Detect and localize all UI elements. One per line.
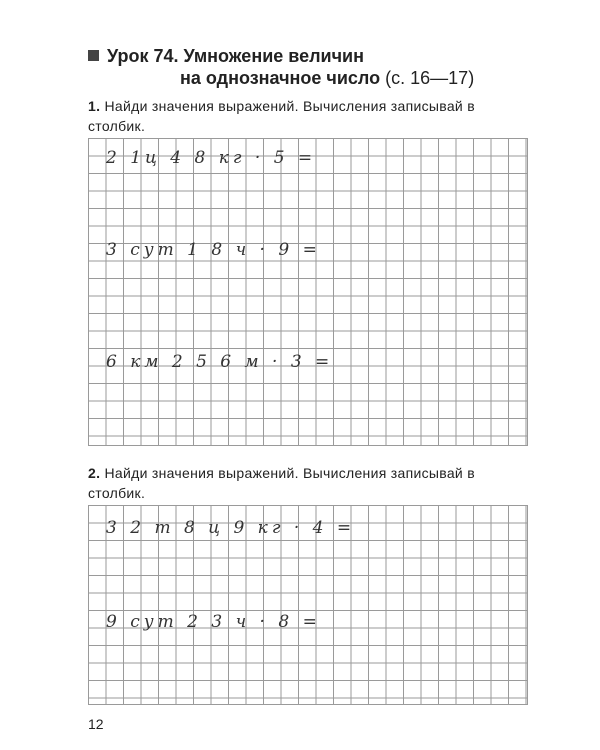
lesson-pages: (с. 16—17) (385, 68, 475, 88)
task-1-text: Найди значения выражений. Вычисления записывай в столбик. (88, 98, 475, 134)
task-1-grid[interactable] (88, 138, 528, 446)
task-1-number: 1. (88, 98, 101, 114)
task-2-expression-2: 9 сут 2 3 ч · 8 = (106, 612, 321, 632)
lesson-subtitle (180, 66, 474, 90)
bullet-square-icon (88, 50, 99, 61)
task-1-expression-1: 2 1ц 4 8 кг · 5 = (106, 148, 317, 168)
task-2-text: Найди значения выражений. Вычисления записывай в столбик. (88, 465, 475, 501)
task-1-expression-2: 3 сут 1 8 ч · 9 = (106, 240, 321, 260)
task-2-instruction (88, 463, 528, 503)
task-2-expression-1: 3 2 т 8 ц 9 кг · 4 = (106, 518, 356, 538)
task-2-number: 2. (88, 465, 101, 481)
lesson-title (88, 44, 364, 68)
task-1-instruction (88, 96, 528, 136)
lesson-title-line1: Урок 74. Умножение величин (107, 46, 364, 66)
page-number: 12 (88, 716, 104, 732)
lesson-subtitle-bold: на однозначное число (180, 68, 381, 88)
task-1-expression-3: 6 км 2 5 6 м · 3 = (106, 352, 334, 372)
